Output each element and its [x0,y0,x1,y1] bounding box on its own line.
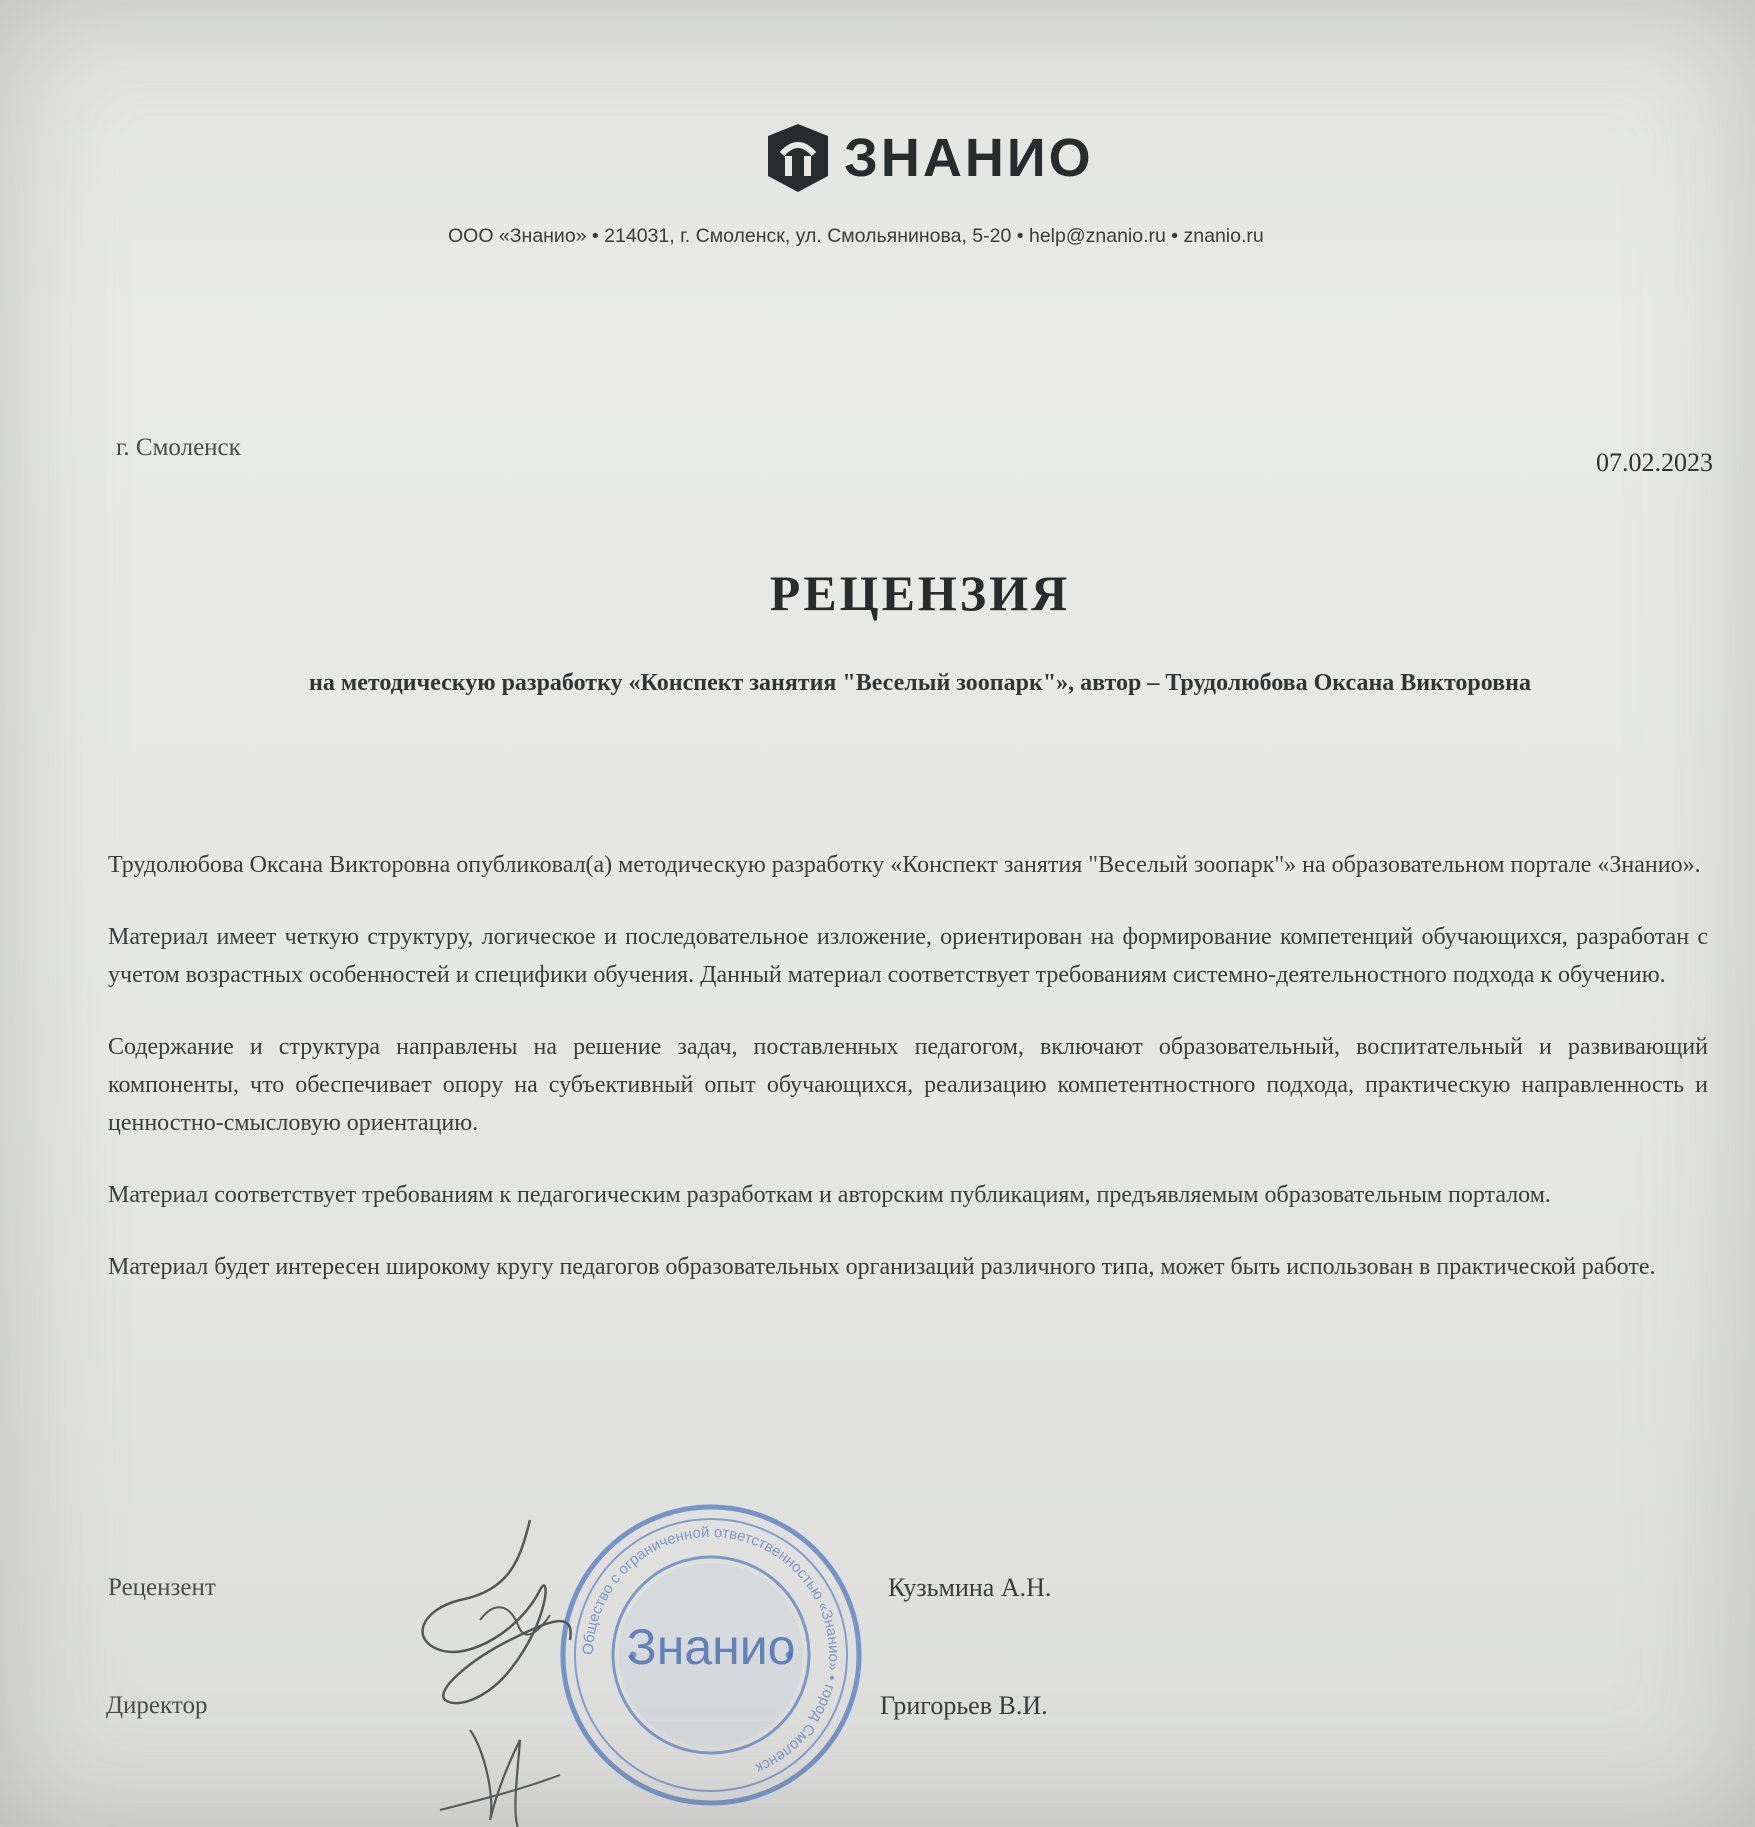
signature-icon [400,1510,640,1827]
director-name: Григорьев В.И. [880,1691,1048,1720]
review-paragraph: Материал соответствует требованиям к педагогическим разработкам и авторским публикациям, предъявляемым образовательным порталом. [108,1182,1551,1208]
review-paragraph: Содержание и структура направлены на решение задач, поставленных педагогом, включают образовательный, воспитательный и развивающий компоненты, что обеспечивает опору на субъективный опыт обучающихся, реализацию компетентностного подхода, практическую направленность и ценностно-смысловую ориентацию. [108,1034,1708,1136]
review-paragraph: Трудолюбова Оксана Викторовна опубликовал(а) методическую разработку «Конспект занятия "Веселый зоопарк"» на образовательном портале «Знанио». [108,852,1701,878]
organization-address-line: ООО «Знанио» • 214031, г. Смоленск, ул. Смольянинова, 5-20 • help@znanio.ru • znanio.ru [448,225,1264,247]
stamp-center-text: Знанио [626,1619,796,1675]
stamp-ring-text: Общество с ограниченной ответственностью «Знанио» • город Смоленск [579,1523,843,1777]
document-city: г. Смоленск [116,434,241,461]
reviewer-label: Рецензент [108,1574,216,1601]
company-logo [758,118,1094,198]
review-body [108,846,1708,1320]
document-date: 07.02.2023 [1596,448,1713,477]
director-label: Директор [106,1692,208,1719]
review-paragraph: Материал будет интересен широкому кругу педагогов образовательных организаций различного типа, может быть использован в практической работе. [108,1254,1656,1280]
review-paragraph: Материал имеет четкую структуру, логическое и последовательное изложение, ориентирован на формирование компетенций обучающихся, разработан с учетом возрастных особенностей и специфики обучения. Данный материал соответствует требованиям системно-деятельностного подхода к обучению. [108,924,1708,988]
document-title: РЕЦЕНЗИЯ [769,565,1071,621]
reviewer-name: Кузьмина А.Н. [888,1573,1052,1602]
document-subtitle: на методическую разработку «Конспект занятия "Веселый зоопарк"», автор – Трудолюбова Оксана Викторовна [309,670,1531,696]
znanio-logo-icon [758,118,838,198]
logo-wordmark: ЗНАНИО [844,128,1094,188]
